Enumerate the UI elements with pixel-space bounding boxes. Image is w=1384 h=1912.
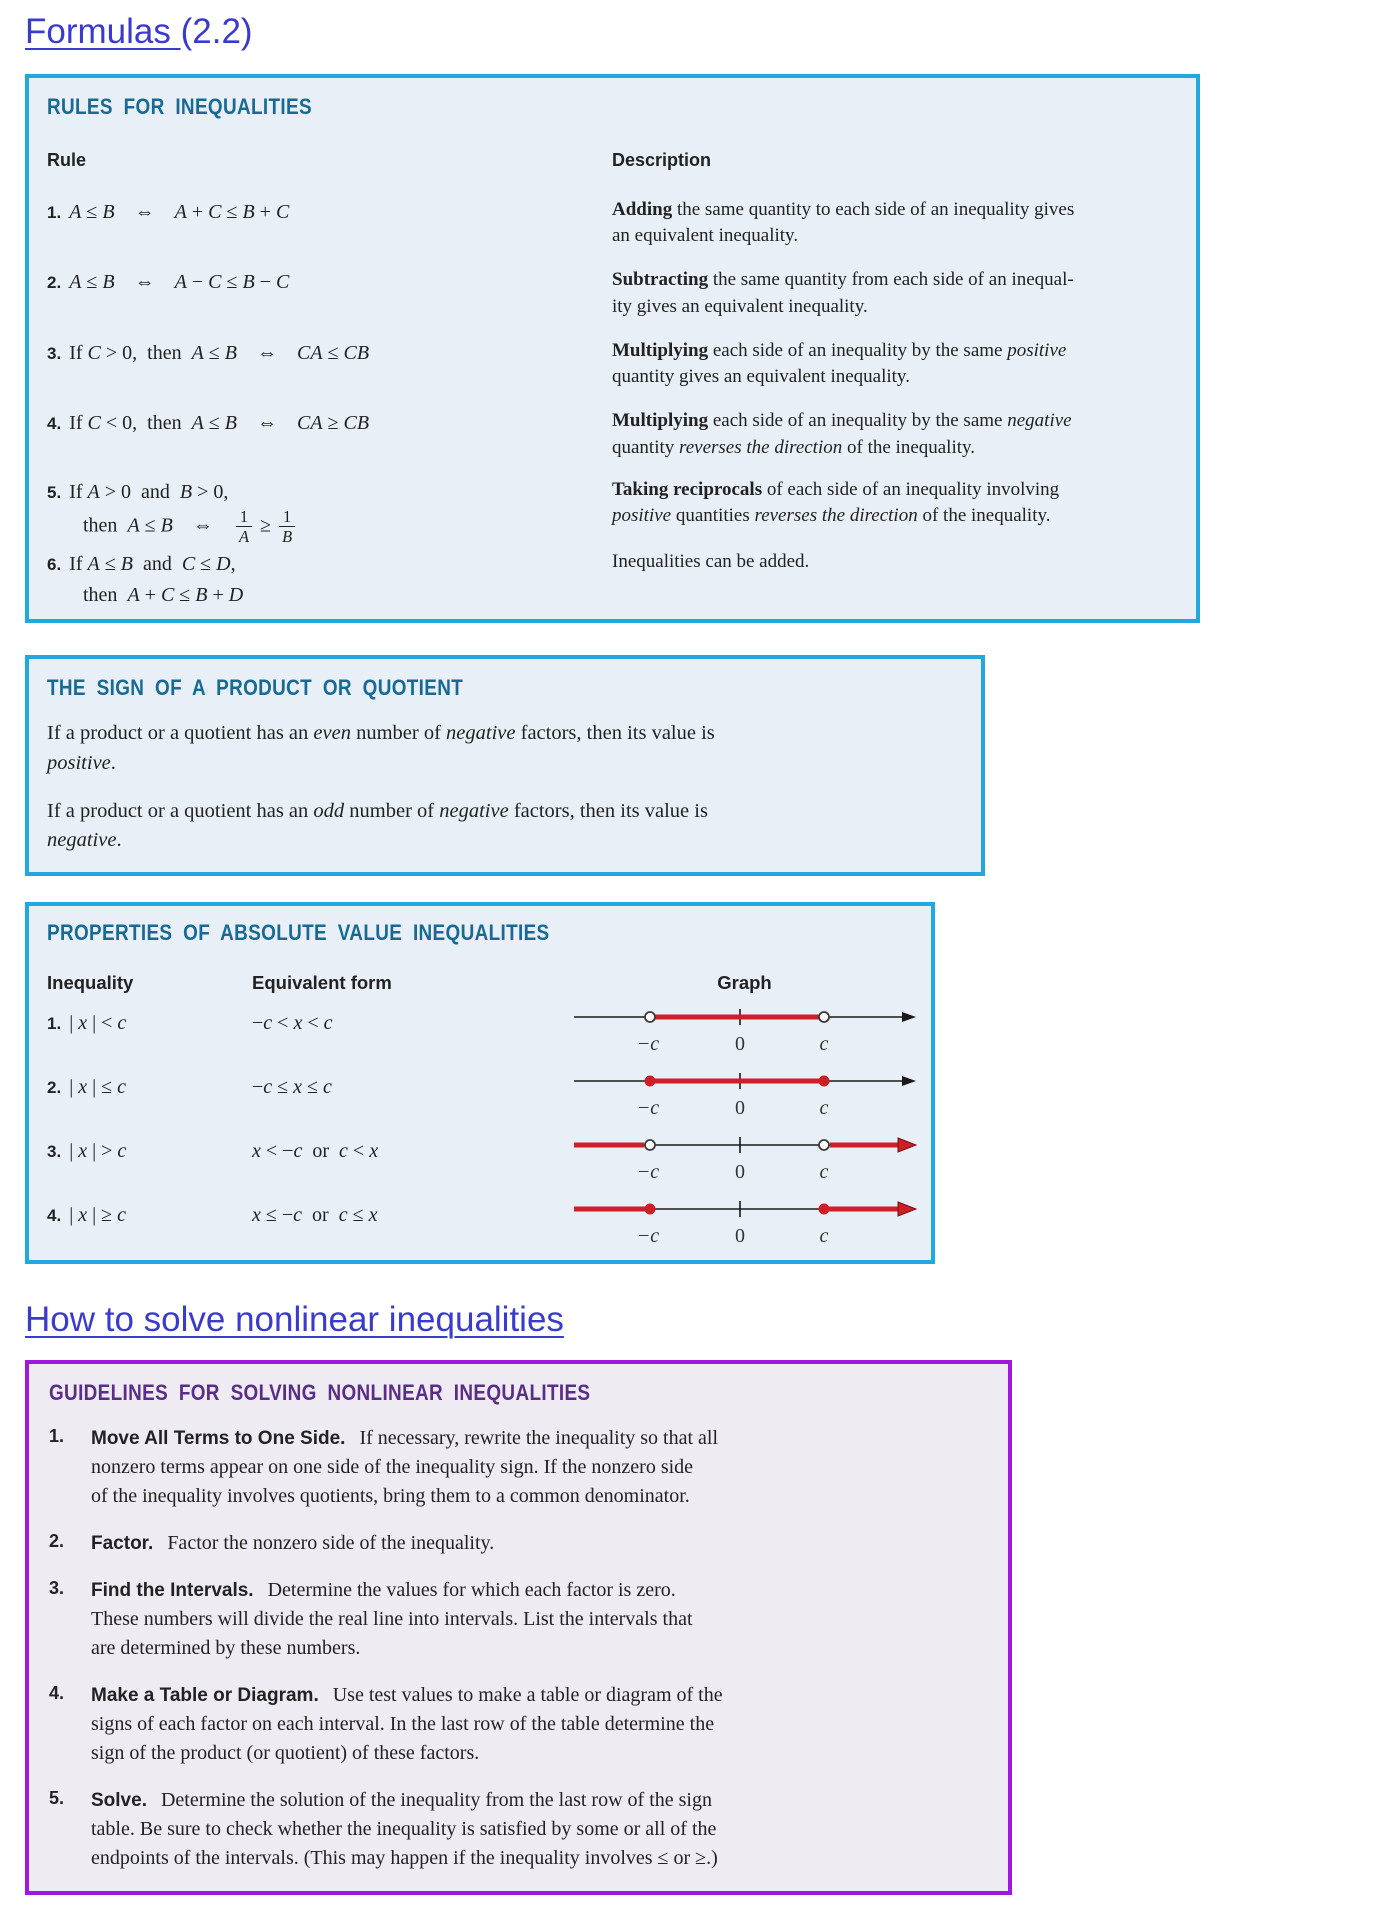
number-line-closed-between [572, 1068, 917, 1120]
abs-row-number: 3. [47, 1142, 62, 1162]
absolute-value-box-title: PROPERTIES OF ABSOLUTE VALUE INEQUALITIES [47, 920, 550, 946]
formulas-link-text[interactable]: Formulas [25, 12, 181, 51]
step-number: 5. [49, 1788, 65, 1809]
number-line-label: c [819, 1225, 829, 1248]
formulas-heading-link[interactable] [25, 12, 1384, 52]
number-line-label: c [819, 1161, 829, 1184]
abs-row [47, 1196, 923, 1248]
step-label: Find the Intervals. [91, 1580, 254, 1602]
rule-description: Subtracting the same quantity from each side of an inequal- ity gives an equivalent inequality. [612, 269, 1074, 317]
number-line-label: 0 [735, 1033, 745, 1056]
absolute-value-box [25, 902, 935, 1264]
rule-number: 2. [47, 273, 62, 293]
rule-number: 4. [47, 414, 62, 434]
sign-box-title: THE SIGN OF A PRODUCT OR QUOTIENT [47, 675, 464, 701]
abs-column-headers [47, 972, 923, 994]
abs-equivalent: −c ≤ x ≤ c [252, 1076, 332, 1099]
number-line-label: −c [636, 1033, 660, 1056]
abs-inequality: 2. | x | ≤ c [47, 1076, 126, 1099]
step-text: Move All Terms to One Side. If necessary, rewrite the inequality so that all nonzero terms appear on one side of the inequality sign. If the nonzero side of the inequality involves quotients, bring them to a common denominator. [91, 1427, 719, 1508]
abs-equivalent: x < −c or c < x [252, 1140, 379, 1163]
howto-heading-link[interactable] [25, 1300, 1384, 1340]
number-line-label: −c [636, 1097, 660, 1120]
number-line-label: c [819, 1097, 829, 1120]
step-number: 2. [49, 1531, 65, 1552]
rule-row [47, 267, 1182, 319]
section-number: (2.2) [180, 12, 253, 51]
rule-formula: 4. If C < 0, then A ≤ B ⇔ CA ≥ CB [47, 412, 370, 435]
rules-column-headers [47, 150, 1182, 171]
guidelines-box-title: GUIDELINES FOR SOLVING NONLINEAR INEQUALITIES [49, 1380, 591, 1406]
guideline-step [49, 1786, 992, 1873]
guideline-step [49, 1681, 992, 1768]
rule-description: Multiplying each side of an inequality by the same negative quantity reverses the direction of the inequality. [612, 410, 1072, 458]
abs-header-equivalent: Equivalent form [252, 972, 392, 994]
step-number: 4. [49, 1683, 65, 1704]
sign-box [25, 655, 985, 876]
abs-row [47, 1068, 923, 1120]
abs-row-number: 4. [47, 1206, 62, 1226]
step-label: Factor. [91, 1533, 154, 1555]
guideline-step [49, 1529, 992, 1558]
number-line-label: c [819, 1033, 829, 1056]
step-text: Make a Table or Diagram. Use test values to make a table or diagram of the signs of each factor on each interval. In the last row of the table determine the sign of the product (or quotient) of these factors. [91, 1684, 723, 1765]
abs-row-number: 1. [47, 1014, 62, 1034]
abs-inequality: 1. | x | < c [47, 1012, 127, 1035]
rule-row [47, 408, 1182, 460]
rule-number: 3. [47, 343, 62, 363]
guideline-step [49, 1424, 992, 1511]
abs-row [47, 1132, 923, 1184]
rules-box [25, 74, 1200, 623]
number-line-closed-outside [572, 1196, 917, 1248]
rule-number: 5. [47, 482, 62, 502]
step-label: Move All Terms to One Side. [91, 1428, 346, 1450]
abs-inequality: 3. | x | > c [47, 1140, 127, 1163]
number-line-label: 0 [735, 1161, 745, 1184]
rule-number: 1. [47, 203, 62, 222]
number-line-label: 0 [735, 1097, 745, 1120]
abs-row [47, 1004, 923, 1056]
howto-link-text[interactable]: How to solve nonlinear inequalities [25, 1300, 564, 1340]
number-line-label: −c [636, 1225, 660, 1248]
rule-formula: 6. If A ≤ B and C ≤ D, then A + C ≤ B + D [47, 553, 244, 607]
abs-equivalent: x ≤ −c or c ≤ x [252, 1204, 378, 1227]
guideline-step [49, 1576, 992, 1663]
sign-paragraph: If a product or a quotient has an even number of negative factors, then its value is positive. [47, 722, 715, 774]
rules-box-title: RULES FOR INEQUALITIES [47, 94, 312, 119]
rule-formula: 5. If A > 0 and B > 0, then A ≤ B ⇔ $\frac{1}{A}$ ≥ $\frac{1}{B}$ [47, 477, 612, 545]
sign-paragraph: If a product or a quotient has an odd number of negative factors, then its value is negative. [47, 799, 708, 852]
step-text: Find the Intervals. Determine the values for which each factor is zero. These numbers will divide the real line into intervals. List the intervals that are determined by these numbers. [91, 1579, 693, 1660]
rule-formula: 2. A ≤ B ⇔ A − C ≤ B − C [47, 271, 290, 294]
rule-column-header: Rule [47, 150, 87, 170]
number-line-open-outside [572, 1132, 917, 1184]
rule-formula: 1. A ≤ B ⇔ A + C ≤ B + C [47, 201, 290, 223]
rule-row [47, 338, 1182, 390]
number-line-label: 0 [735, 1225, 745, 1248]
step-text: Factor. Factor the nonzero side of the inequality. [91, 1532, 495, 1555]
number-line-label: −c [636, 1161, 660, 1184]
abs-row-number: 2. [47, 1078, 62, 1098]
rule-description: Adding the same quantity to each side of an inequality gives an equivalent inequality. [612, 199, 1075, 247]
abs-header-inequality: Inequality [47, 972, 134, 994]
description-column-header: Description [612, 150, 712, 170]
rule-row [47, 197, 1182, 249]
step-label: Make a Table or Diagram. [91, 1685, 319, 1707]
abs-header-graph: Graph [717, 972, 772, 994]
rule-formula: 3. If C > 0, then A ≤ B ⇔ CA ≤ CB [47, 341, 370, 364]
abs-equivalent: −c < x < c [252, 1012, 333, 1035]
abs-inequality: 4. | x | ≥ c [47, 1204, 126, 1227]
guidelines-box [25, 1360, 1012, 1895]
rule-description: Taking reciprocals of each side of an inequality involving positive quantities reverses the direction of the inequality. [612, 478, 1060, 526]
rule-row [47, 549, 1182, 611]
step-text: Solve. Determine the solution of the inequality from the last row of the sign table. Be sure to check whether the inequality is satisfied by some or all of the endpoints of the intervals. (This may happen if the inequality involves ≤ or ≥.) [91, 1789, 718, 1870]
rule-number: 6. [47, 555, 62, 575]
rule-row [47, 477, 1182, 545]
rule-description: Inequalities can be added. [612, 551, 810, 573]
rule-description: Multiplying each side of an inequality by the same positive quantity gives an equivalent inequality. [612, 339, 1067, 388]
number-line-open-between [572, 1004, 917, 1056]
step-number: 1. [49, 1426, 65, 1447]
step-label: Solve. [91, 1790, 147, 1812]
step-number: 3. [49, 1578, 65, 1599]
